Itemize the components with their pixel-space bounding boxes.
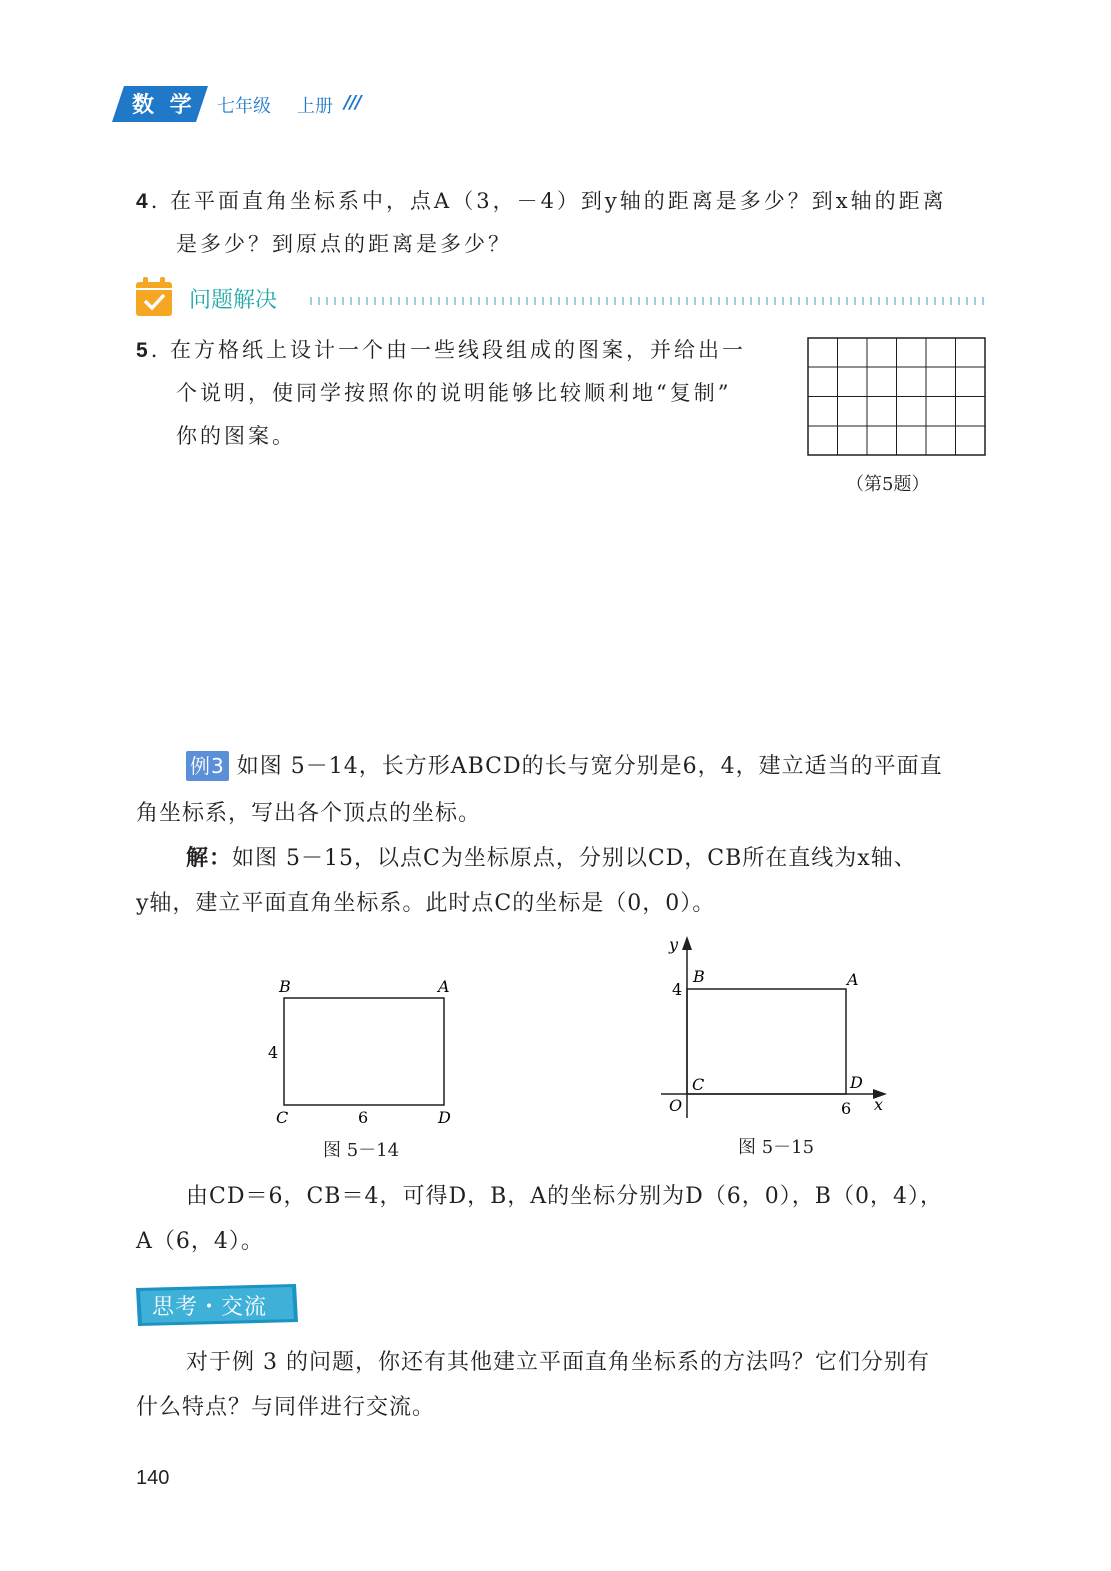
problem-text-line: 是多少？到原点的距离是多少？ — [176, 232, 512, 256]
figure-5-15 — [655, 930, 895, 1125]
label-x: x — [874, 1095, 884, 1114]
label-d: D — [438, 1108, 451, 1125]
example-text-line: 如图 5－14，长方形ABCD的长与宽分别是6，4，建立适当的平面直 — [236, 754, 943, 779]
label-a: A — [438, 977, 450, 996]
header-grade: 七年级 — [217, 96, 271, 117]
label-o: O — [669, 1096, 683, 1115]
think-title: 思考・交流 — [152, 1295, 268, 1320]
problem-text-line: 在平面直角坐标系中，点A（3，－4）到y轴的距离是多少？到x轴的距离 — [170, 189, 947, 213]
problem-text-line: 你的图案。 — [176, 424, 296, 448]
label-b: B — [693, 967, 705, 986]
solution-label: 解： — [186, 846, 233, 871]
solution-line: y轴，建立平面直角坐标系。此时点C的坐标是（0，0）。 — [136, 891, 716, 916]
y-tick-label: 4 — [672, 980, 683, 999]
x-tick-label: 6 — [841, 1099, 852, 1118]
problem-4: 4. 在平面直角坐标系中，点A（3，－4）到y轴的距离是多少？到x轴的距离 — [136, 189, 947, 213]
think-text-line: 什么特点？与同伴进行交流。 — [136, 1395, 436, 1420]
section-title: 问题解决 — [189, 288, 278, 313]
problem-5: 5. 在方格纸上设计一个由一些线段组成的图案，并给出一 — [136, 338, 747, 362]
rectangle-abcd — [284, 998, 444, 1105]
label-b: B — [279, 977, 291, 996]
rectangle-abcd — [687, 989, 846, 1094]
section-divider — [310, 297, 986, 305]
think-text-line: 对于例 3 的问题，你还有其他建立平面直角坐标系的方法吗？它们分别有 — [186, 1350, 930, 1375]
problem-number: 5 — [136, 339, 151, 362]
example-3 — [186, 744, 943, 789]
figure-caption: 图 5－15 — [738, 1137, 815, 1158]
label-height: 4 — [268, 1043, 279, 1062]
label-y: y — [669, 935, 679, 954]
example-text-line: 角坐标系，写出各个顶点的坐标。 — [136, 801, 482, 826]
solution-line — [186, 836, 917, 881]
header-subject: 数 学 — [132, 92, 196, 118]
problem-text-line: 在方格纸上设计一个由一些线段组成的图案，并给出一 — [170, 338, 747, 362]
calendar-check-icon — [134, 276, 174, 318]
label-a: A — [847, 970, 859, 989]
figure-5-14 — [260, 975, 460, 1125]
result-line: A（6，4）。 — [136, 1229, 264, 1254]
page-number: 140 — [136, 1467, 170, 1489]
result-line: 由CD＝6，CB＝4，可得D，B，A的坐标分别为D（6，0），B（0，4）， — [186, 1184, 943, 1209]
y-axis-arrow — [682, 936, 692, 950]
label-c: C — [692, 1075, 705, 1094]
problem-number: 4 — [136, 190, 151, 213]
problem-text-line: 个说明，使同学按照你的说明能够比较顺利地“复制” — [176, 381, 732, 405]
label-d: D — [850, 1073, 863, 1092]
grid-paper-figure — [807, 337, 987, 457]
figure-caption: 图 5－14 — [323, 1140, 400, 1161]
header-mark: /// — [344, 92, 361, 113]
figure-caption: （第5题） — [846, 474, 930, 495]
label-width: 6 — [358, 1108, 369, 1125]
solution-text: 如图 5－15，以点C为坐标原点，分别以CD，CB所在直线为x轴、 — [232, 846, 917, 871]
example-badge: 例3 — [186, 751, 229, 781]
label-c: C — [276, 1108, 289, 1125]
header-volume: 上册 — [297, 96, 333, 117]
